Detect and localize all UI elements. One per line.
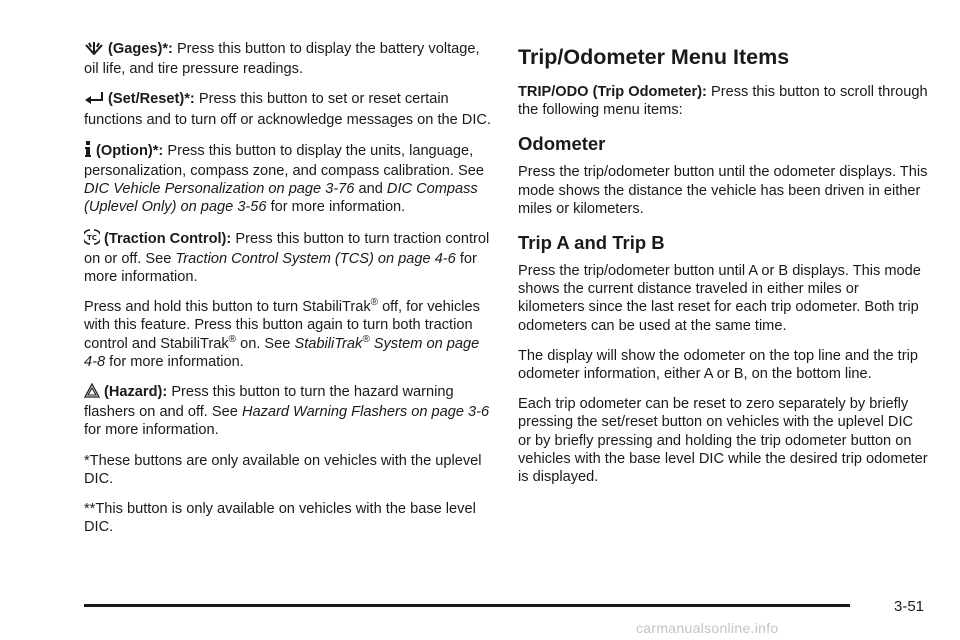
set-reset-term: (Set/Reset)*: bbox=[108, 91, 195, 108]
gauge-icon bbox=[84, 41, 104, 60]
trip-ab-paragraph-3: Each trip odometer can be reset to zero separately by briefly pressing the set/reset button on vehicles with the uplevel DIC or by briefly pressing and holding the trip odometer button on vehicles with the base level DIC while the desired trip odometer is displayed. bbox=[518, 396, 928, 486]
odometer-paragraph: Press the trip/odometer button until the odometer displays. This mode shows the distance the vehicle has been driven in either miles or kilometers. bbox=[518, 164, 928, 217]
gages-text: Press this button to display the battery voltage, oil life, and tire pressure readings. bbox=[84, 41, 480, 78]
right-column bbox=[518, 40, 928, 498]
vehicle-personalization-ref[interactable]: DIC Vehicle Personalization on page 3-76 bbox=[84, 181, 355, 198]
return-arrow-icon bbox=[84, 91, 104, 110]
compass-ref[interactable]: DIC Compass (Uplevel Only) on page 3-56 bbox=[84, 181, 478, 216]
hazard-triangle-icon bbox=[84, 383, 100, 403]
hazard-ref[interactable]: Hazard Warning Flashers on page 3-6 bbox=[241, 404, 490, 421]
traction-control-icon bbox=[84, 229, 100, 250]
stabilitrak-ref-name: StabiliTrak bbox=[294, 335, 363, 352]
registered-mark: ® bbox=[370, 297, 378, 309]
stabilitrak-tail: for more information. bbox=[109, 353, 244, 370]
tcs-ref[interactable]: Traction Control System (TCS) on page 4-6 bbox=[175, 250, 456, 267]
gages-term: (Gages)*: bbox=[108, 41, 173, 57]
hazard-tail: for more information. bbox=[84, 422, 219, 439]
stabilitrak-text-3: on. See bbox=[240, 335, 291, 352]
section-heading: Trip/Odometer Menu Items bbox=[518, 45, 790, 69]
trip-ab-heading: Trip A and Trip B bbox=[518, 232, 665, 254]
trip-odo-text: Press this button to scroll through the following menu items: bbox=[518, 84, 928, 119]
option-and: and bbox=[358, 181, 383, 198]
svg-text:TC: TC bbox=[87, 233, 97, 242]
footnote-uplevel: *These buttons are only available on vehicles with the uplevel DIC. bbox=[84, 452, 482, 487]
option-text: Press this button to display the units, language, personalization, compass zone, and compass calibration. See bbox=[84, 142, 484, 180]
footnote-base-level: **This button is only available on vehicles with the base level DIC. bbox=[84, 501, 476, 536]
traction-text: Press this button to turn traction control on or off. See bbox=[84, 230, 490, 267]
left-column bbox=[84, 40, 494, 548]
odometer-heading: Odometer bbox=[518, 133, 606, 155]
stabilitrak-ref-page: System on page 4-8 bbox=[84, 335, 480, 370]
traction-term: (Traction Control): bbox=[104, 230, 232, 247]
option-paragraph bbox=[84, 141, 494, 217]
info-icon bbox=[84, 141, 92, 162]
trip-ab-paragraph-1: Press the trip/odometer button until A or B displays. This mode shows the current distance traveled in either miles or kilometers since the last reset for each trip odometer. Both trip odometers can be used at the same time. bbox=[518, 263, 921, 334]
gages-paragraph bbox=[84, 40, 494, 78]
traction-paragraph bbox=[84, 229, 494, 287]
hazard-text: Press this button to turn the hazard warning flashers on and off. See bbox=[84, 384, 454, 421]
registered-mark: ® bbox=[228, 333, 237, 345]
footer-rule bbox=[84, 604, 850, 607]
stabilitrak-paragraph bbox=[84, 298, 494, 371]
trip-ab-paragraph-2: The display will show the odometer on the top line and the trip odometer information, either A or B, on the bottom line. bbox=[518, 347, 918, 383]
registered-mark: ® bbox=[362, 333, 370, 345]
page-number: 3-51 bbox=[894, 598, 925, 615]
set-reset-paragraph bbox=[84, 90, 494, 128]
stabilitrak-text-2: off, for vehicles with this feature. Press this button again to turn both traction control and StabiliTrak bbox=[84, 299, 480, 352]
watermark: carmanualsonline.info bbox=[636, 620, 779, 636]
option-term: (Option)*: bbox=[96, 142, 164, 159]
stabilitrak-text-1: Press and hold this button to turn StabiliTrak bbox=[84, 299, 371, 316]
trip-odo-paragraph bbox=[518, 83, 928, 119]
set-reset-text: Press this button to set or reset certain functions and to turn off or acknowledge messages on the DIC. bbox=[84, 91, 491, 128]
option-tail: for more information. bbox=[270, 199, 406, 216]
hazard-paragraph bbox=[84, 383, 494, 440]
hazard-term: (Hazard): bbox=[104, 384, 168, 401]
trip-odo-term: TRIP/ODO (Trip Odometer): bbox=[518, 84, 707, 100]
traction-tail: for more information. bbox=[84, 250, 477, 286]
